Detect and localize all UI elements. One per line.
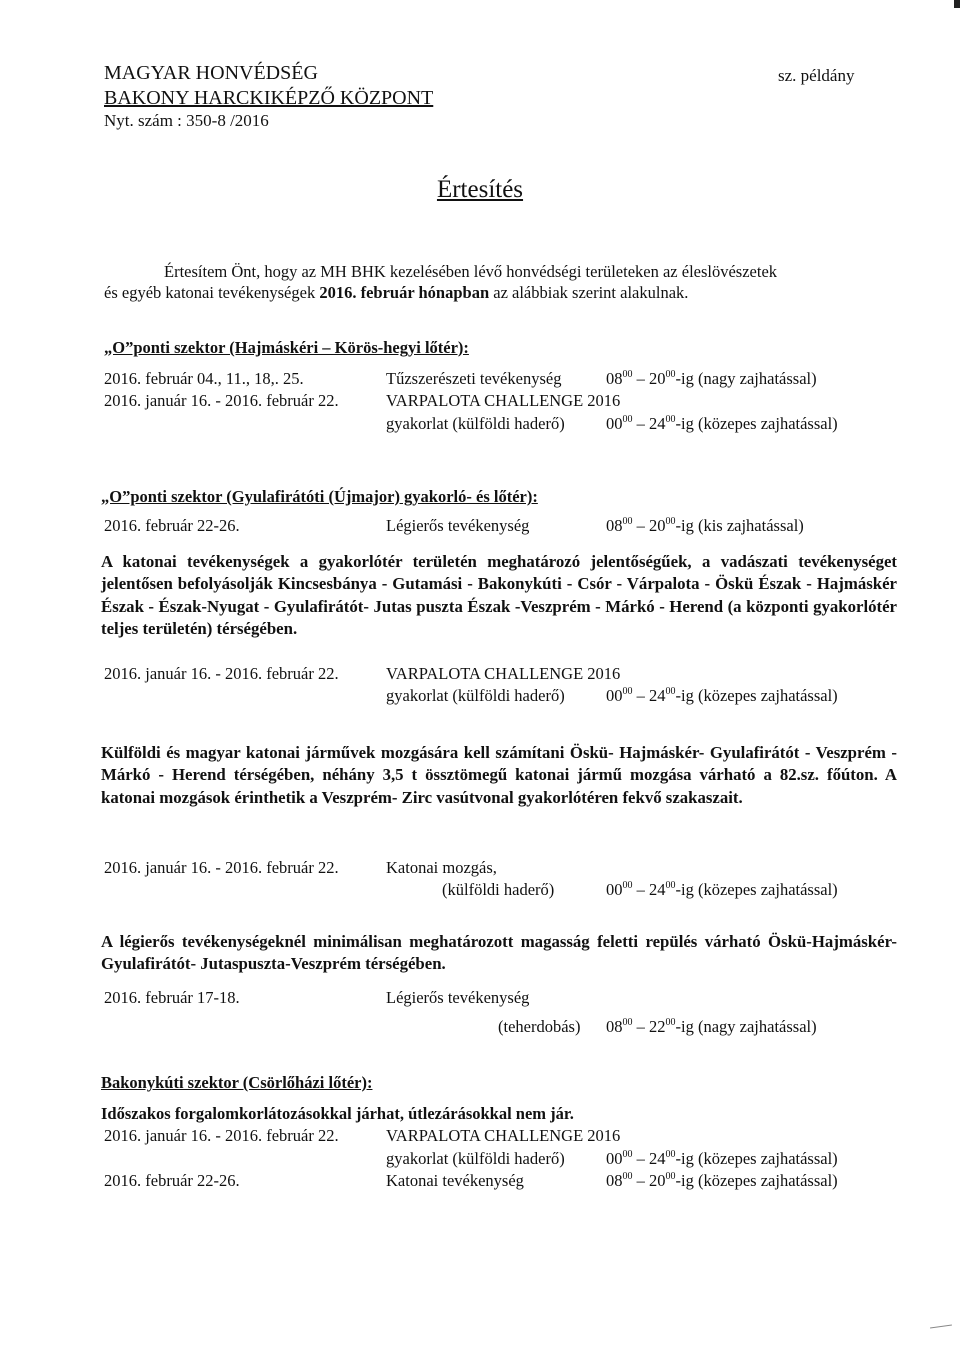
section-heading-bakonykuti: Bakonykúti szektor (Csörlőházi lőtér): [101,1073,373,1092]
b4-activity-2: (külföldi haderő) [442,880,555,899]
section-heading-gyulafiratot: „O”ponti szektor (Gyulafirátóti (Újmajor) gyakorló- és lőtér): [101,487,538,506]
b4-activity: Katonai mozgás, [386,858,497,877]
intro-line-1: Értesítem Önt, hogy az MH BHK kezelésében lévő honvédségi területeken az éleslövészetek [164,262,778,281]
intro-text-end: az alábbiak szerint alakulnak. [489,283,689,302]
s2-row1-activity: Légierős tevékenység [386,516,530,535]
reference-number: Nyt. szám : 350-8 /2016 [104,111,269,130]
s3-row2-activity: gyakorlat (külföldi haderő) [386,1149,565,1168]
org-name: MAGYAR HONVÉDSÉG [104,62,318,84]
paragraph-air: A légierős tevékenységeknél minimálisan meghatározott magasság feletti repülés várható Öskü-Hajmáskér- Gyulafirátót- Jutaspuszta-Veszprém térségében. [101,932,897,974]
org-unit: BAKONY HARCKIKÉPZŐ KÖZPONT [104,87,434,109]
s3-traffic-note: Időszakos forgalomkorlátozásokkal járhat, útlezárásokkal nem jár. [101,1104,574,1123]
s1-row1-time: $08^{00} - 20^{00}-ig$ (nagy zajhatással) [606,369,817,388]
b5-date: 2016. február 17-18. [104,988,240,1007]
b3-activity-2: gyakorlat (külföldi haderő) [386,686,565,705]
b4-time: $00^{00} - 24^{00}-ig$ (közepes zajhatással) [606,880,838,899]
s1-row3-activity: gyakorlat (külföldi haderő) [386,414,565,433]
b4-date: 2016. január 16. - 2016. február 22. [104,858,339,877]
b5-activity-2: (teherdobás) [498,1017,581,1036]
s3-row3-date: 2016. február 22-26. [104,1171,240,1190]
s1-row1-activity: Tűzszerészeti tevékenység [386,369,562,388]
paragraph-training-area: A katonai tevékenységek a gyakorlótér területén meghatározó jelentőségűek, a vadászati tevékenységet jelentősen befolyásolják Kincsesbánya - Gutamási - Bakonykúti - Csór - Várpalota - Öskü Észak - Hajmáskér Észak - Észak-Nyugat - Gyulafirátót- Jutas puszta Észak -Veszprém - Márkó - Herend (a központi gyakorlótér teljes területén) térségében. [101,552,897,638]
intro-line-2 [104,283,688,303]
s2-row1-time: $08^{00} - 20^{00}-ig$ (kis zajhatással) [606,516,804,535]
b5-time: $08^{00} - 22^{00}-ig$ (nagy zajhatással) [606,1017,817,1036]
s3-row2-time: $00^{00} - 24^{00}-ig$ (közepes zajhatással) [606,1149,838,1168]
scan-corner-mark [954,0,960,8]
b3-activity: VARPALOTA CHALLENGE 2016 [386,664,621,683]
s1-row3-time: $00^{00} - 24^{00}-ig$ (közepes zajhatással) [606,414,838,433]
s1-row1-date: 2016. február 04., 11., 18,. 25. [104,369,304,388]
intro-text: és egyéb katonai tevékenységek [104,283,320,302]
scan-mark [930,1324,952,1328]
b5-activity: Légierős tevékenység [386,988,530,1007]
intro-month: 2016. február hónapban [319,283,490,302]
s2-row1-date: 2016. február 22-26. [104,516,240,535]
copy-number: sz. példány [778,66,855,85]
b3-date: 2016. január 16. - 2016. február 22. [104,664,339,683]
page-title: Értesítés [436,176,524,203]
section-heading-hajmasker: „O”ponti szektor (Hajmáskéri – Körös-hegyi lőtér): [104,338,469,357]
s3-row3-activity: Katonai tevékenység [386,1171,524,1190]
paragraph-vehicles: Külföldi és magyar katonai járművek mozgására kell számítani Öskü- Hajmáskér- Gyulafirátót - Veszprém - Márkó - Herend térségében, néhány 3,5 t össztömegű katonai jármű mozgása várható a 82.sz. főúton. A katonai mozgások érinthetik a Veszprém- Zirc vasútvonal gyakorlótéren fekvő szakaszait. [101,743,897,807]
s3-row1-activity: VARPALOTA CHALLENGE 2016 [386,1126,621,1145]
s1-row2-activity: VARPALOTA CHALLENGE 2016 [386,391,621,410]
s3-row1-date: 2016. január 16. - 2016. február 22. [104,1126,339,1145]
s3-row3-time: $08^{00} - 20^{00}-ig$ (közepes zajhatással) [606,1171,838,1190]
s1-row2-date: 2016. január 16. - 2016. február 22. [104,391,339,410]
b3-time: $00^{00} - 24^{00}-ig$ (közepes zajhatással) [606,686,838,705]
